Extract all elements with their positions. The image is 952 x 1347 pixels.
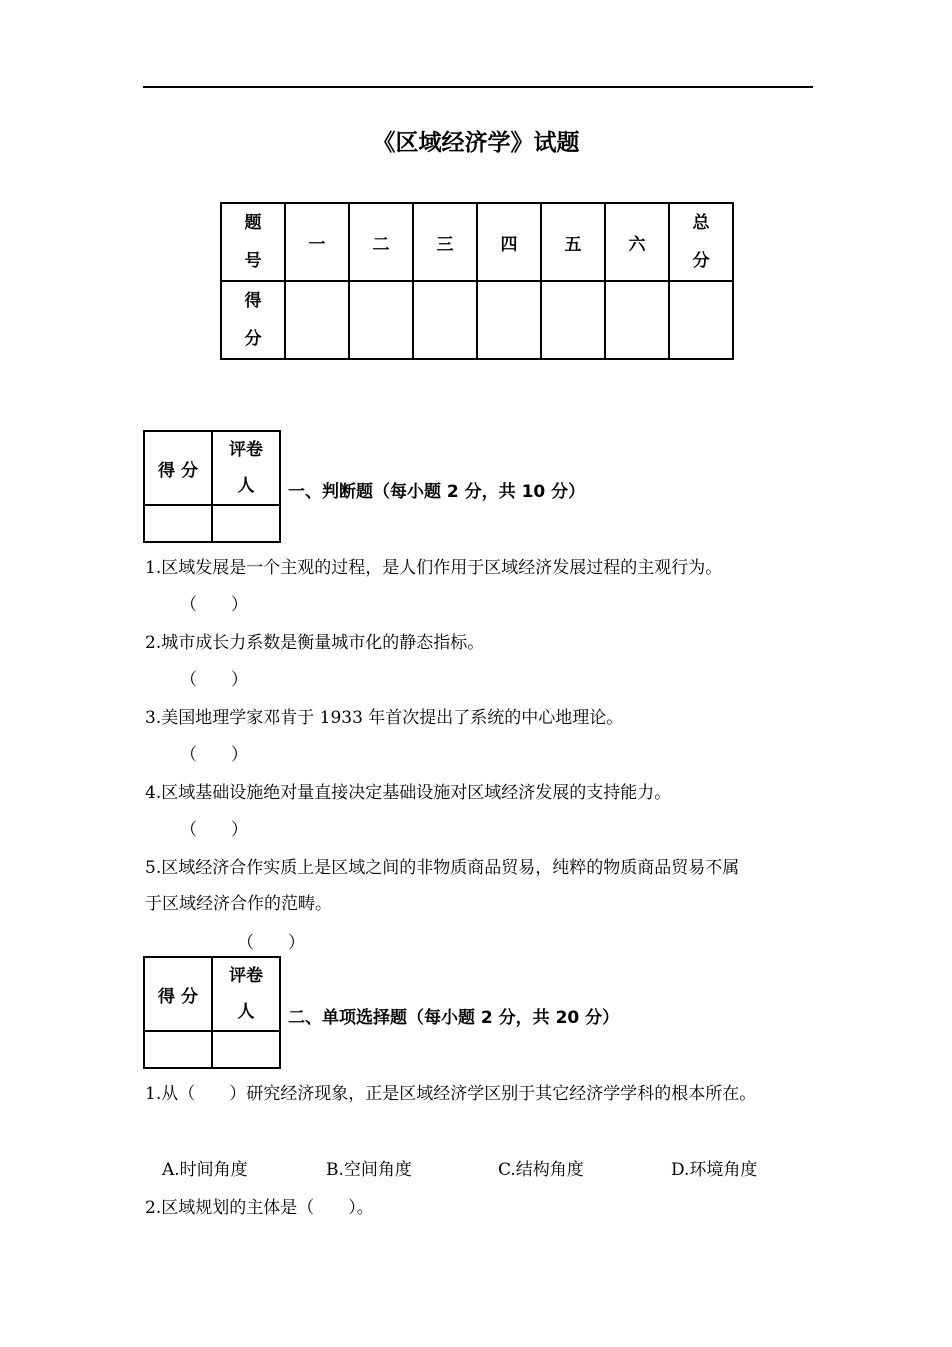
mc-question-1: 1.从（ ）研究经济现象，正是区域经济学区别于其它经济学学科的根本所在。 (145, 1084, 757, 1104)
score-table-score-row (221, 281, 733, 359)
header-cell-1: 一 (285, 203, 349, 281)
tf-question-2: 2.城市成长力系数是衡量城市化的静态指标。 (145, 633, 485, 653)
page-title: 《区域经济学》试题 (372, 130, 580, 156)
header-cell-4: 四 (477, 203, 541, 281)
grader-box-section1 (143, 430, 281, 543)
grader-entry-cell[interactable] (212, 1031, 280, 1068)
section1-heading: 一、判断题（每小题 2 分，共 10 分） (288, 482, 586, 502)
option-d[interactable]: D.环境角度 (671, 1160, 758, 1180)
tf-question-5-line2: 于区域经济合作的范畴。 (145, 894, 332, 914)
tf-question-4: 4.区域基础设施绝对量直接决定基础设施对区域经济发展的支持能力。 (145, 783, 672, 803)
score-cell[interactable] (605, 281, 669, 359)
score-cell[interactable] (349, 281, 413, 359)
score-entry-cell[interactable] (144, 505, 212, 542)
score-label: 得 分 (144, 431, 212, 505)
option-b[interactable]: B.空间角度 (326, 1160, 412, 1180)
grader-entry-cell[interactable] (212, 505, 280, 542)
score-entry-cell[interactable] (144, 1031, 212, 1068)
score-summary-table (220, 202, 734, 360)
option-a[interactable]: A.时间角度 (162, 1160, 248, 1180)
grader-label: 评卷人 (212, 431, 280, 505)
score-cell[interactable] (541, 281, 605, 359)
header-cell-5: 五 (541, 203, 605, 281)
answer-blank[interactable]: （ ） (180, 820, 248, 840)
mc-question-2: 2.区域规划的主体是（ ）。 (145, 1198, 374, 1218)
tf-question-1: 1.区域发展是一个主观的过程，是人们作用于区域经济发展过程的主观行为。 (145, 558, 723, 578)
row-label-score: 得分 (221, 281, 285, 359)
top-rule (143, 86, 813, 88)
section2-heading: 二、单项选择题（每小题 2 分，共 20 分） (288, 1008, 620, 1028)
score-label: 得 分 (144, 957, 212, 1031)
answer-blank[interactable]: （ ） (180, 670, 248, 690)
grader-label: 评卷人 (212, 957, 280, 1031)
answer-blank[interactable]: （ ） (180, 745, 248, 765)
answer-blank[interactable]: （ ） (180, 595, 248, 615)
score-table-header-row (221, 203, 733, 281)
grader-box-section2 (143, 956, 281, 1069)
header-cell-3: 三 (413, 203, 477, 281)
option-c[interactable]: C.结构角度 (498, 1160, 584, 1180)
score-cell[interactable] (669, 281, 733, 359)
score-cell[interactable] (285, 281, 349, 359)
tf-question-3: 3.美国地理学家邓肯于 1933 年首次提出了系统的中心地理论。 (145, 708, 624, 728)
tf-question-5-line1: 5.区域经济合作实质上是区域之间的非物质商品贸易，纯粹的物质商品贸易不属 (145, 858, 740, 878)
score-cell[interactable] (477, 281, 541, 359)
header-cell-question-no: 题号 (221, 203, 285, 281)
header-cell-2: 二 (349, 203, 413, 281)
answer-blank[interactable]: （ ） (237, 933, 305, 953)
header-cell-6: 六 (605, 203, 669, 281)
score-cell[interactable] (413, 281, 477, 359)
header-cell-total: 总分 (669, 203, 733, 281)
